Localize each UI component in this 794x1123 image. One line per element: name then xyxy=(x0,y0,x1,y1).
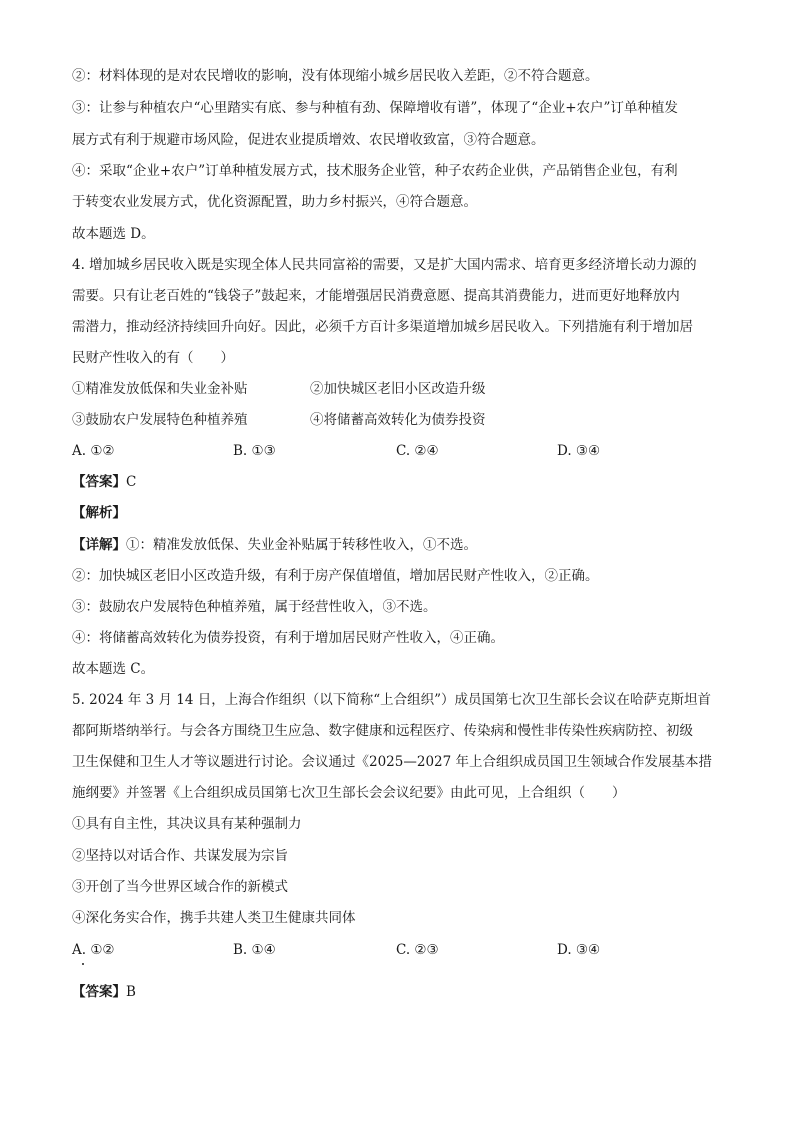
q5-option-a: A. ①② xyxy=(72,942,115,958)
stray-mark xyxy=(82,963,84,965)
q4-detail-1 xyxy=(72,535,732,555)
q4-answer xyxy=(72,472,136,492)
q4-statement-3: ③鼓励农户发展特色种植养殖 xyxy=(72,412,248,428)
q4-analysis-label: 【解析】 xyxy=(72,505,126,521)
q5-answer xyxy=(72,982,136,1002)
q4-stem-3: 需潜力，推动经济持续回升向好。因此，必须千方百计多渠道增加城乡居民收入。下列措施有利于增加居 xyxy=(72,319,693,335)
q4-detail-2: ②：加快城区老旧小区改造升级，有利于房产保值增值，增加居民财产性收入，②正确。 xyxy=(72,568,599,584)
q5-stem-1: 5. 2024 年 3 月 14 日，上海合作组织（以下简称“上合组织”）成员国第七次卫生部长会议在哈萨克斯坦首 xyxy=(72,692,712,708)
q5-statement-2: ②坚持以对话合作、共谋发展为宗旨 xyxy=(72,848,288,864)
q5-answer-label: 【答案】 xyxy=(72,984,126,1000)
q4-option-b: B. ①③ xyxy=(233,443,276,459)
q5-answer-value: B xyxy=(126,984,136,1000)
q4-detail-label: 【详解】 xyxy=(72,537,126,553)
q5-statement-3: ③开创了当今世界区域合作的新模式 xyxy=(72,879,288,895)
q5-stem-2: 都阿斯塔纳举行。与会各方围绕卫生应急、数字健康和远程医疗、传染病和慢性非传染性疾病防控、初级 xyxy=(72,723,693,739)
q4-option-d: D. ③④ xyxy=(557,443,601,459)
q5-option-b: B. ①④ xyxy=(233,942,276,958)
q4-conclusion: 故本题选 C。 xyxy=(72,661,155,677)
q4-stem-2: 需要。只有让老百姓的“钱袋子”鼓起来，才能增强居民消费意愿、提高其消费能力，进而更好地释放内 xyxy=(72,288,680,304)
q5-statement-1: ①具有自主性，其决议具有某种强制力 xyxy=(72,816,302,832)
q4-detail-1-text: ①：精准发放低保、失业金补贴属于转移性收入，①不选。 xyxy=(126,537,477,553)
q4-option-a: A. ①② xyxy=(72,443,115,459)
analysis-line-3b: 展方式有利于规避市场风险，促进农业提质增效、农民增收致富，③符合题意。 xyxy=(72,132,545,148)
q5-option-c: C. ②③ xyxy=(396,942,439,958)
q5-stem-3: 卫生保健和卫生人才等议题进行讨论。会议通过《2025—2027 年上合组织成员国卫生领域合作发展基本措 xyxy=(72,754,713,770)
q4-detail-3: ③：鼓励农户发展特色种植养殖，属于经营性收入，③不选。 xyxy=(72,599,437,615)
analysis-line-4b: 于转变农业发展方式，优化资源配置，助力乡村振兴，④符合题意。 xyxy=(72,194,477,210)
q5-option-d: D. ③④ xyxy=(557,942,601,958)
analysis-line-4a: ④：采取“企业+农户”订单种植发展方式，技术服务企业管，种子农药企业供，产品销售企业包，有利 xyxy=(72,163,678,179)
q4-statement-2: ②加快城区老旧小区改造升级 xyxy=(310,381,486,397)
analysis-line-2: ②：材料体现的是对农民增收的影响，没有体现缩小城乡居民收入差距，②不符合题意。 xyxy=(72,68,599,84)
q4-statement-4: ④将储蓄高效转化为债券投资 xyxy=(310,412,486,428)
q5-stem-4: 施纲要》并签署《上合组织成员国第七次卫生部长会会议纪要》由此可见，上合组织（ ） xyxy=(72,785,626,801)
conclusion-line: 故本题选 D。 xyxy=(72,226,155,242)
q4-answer-label: 【答案】 xyxy=(72,474,126,490)
analysis-line-3a: ③：让参与种植农户“心里踏实有底、参与种植有劲、保障增收有谱”，体现了“企业+农户”订单种植发 xyxy=(72,100,678,116)
q5-statement-4: ④深化务实合作，携手共建人类卫生健康共同体 xyxy=(72,910,356,926)
q4-stem-1: 4. 增加城乡居民收入既是实现全体人民共同富裕的需要，又是扩大国内需求、培育更多经济增长动力源的 xyxy=(72,257,697,273)
q4-detail-4: ④：将储蓄高效转化为债券投资，有利于增加居民财产性收入，④正确。 xyxy=(72,630,504,646)
q4-option-c: C. ②④ xyxy=(396,443,439,459)
q4-answer-value: C xyxy=(126,474,137,490)
q4-stem-4: 民财产性收入的有（ ） xyxy=(72,350,234,366)
q4-statement-1: ①精准发放低保和失业金补贴 xyxy=(72,381,248,397)
